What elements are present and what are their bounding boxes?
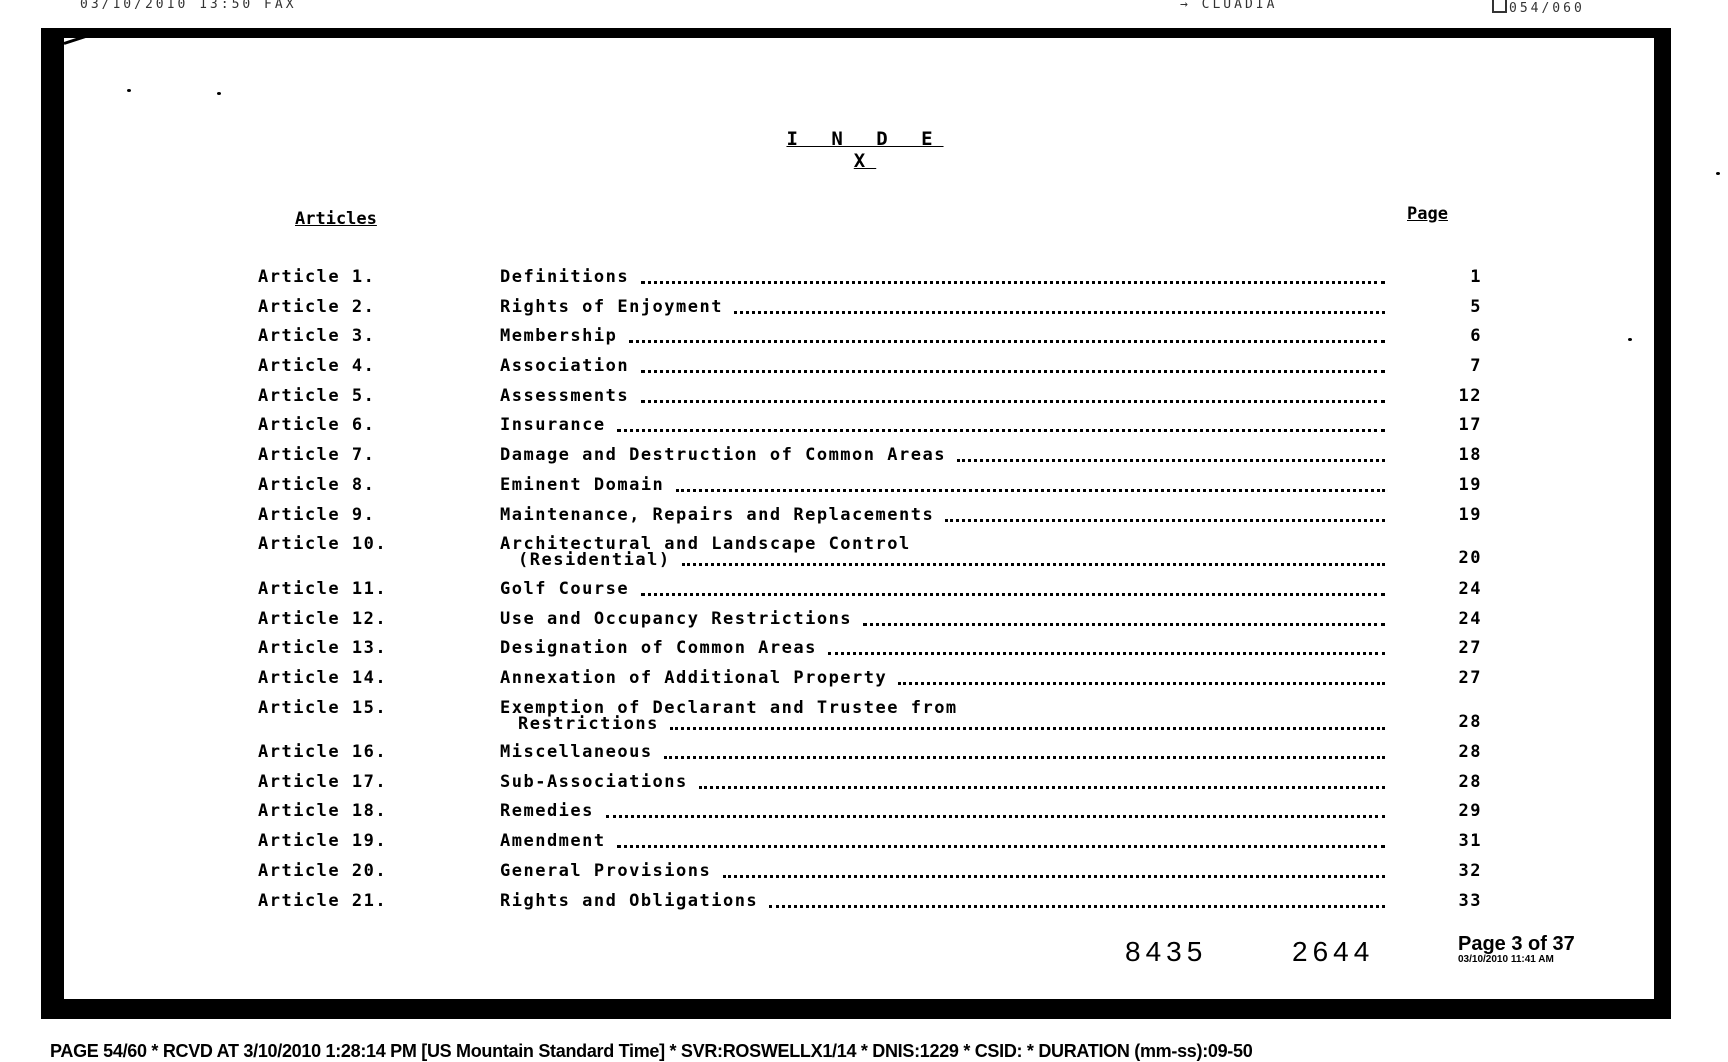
article-number: Article 7. — [258, 445, 376, 465]
article-title: Golf Course — [500, 579, 630, 599]
article-title: Sub-Associations — [500, 772, 688, 792]
index-row — [0, 802, 1728, 832]
article-title: Maintenance, Repairs and Replacements — [500, 505, 935, 525]
index-row — [0, 506, 1728, 536]
dot-leader — [699, 786, 1385, 789]
dot-leader — [664, 756, 1385, 759]
article-page-number: 1 — [1470, 267, 1482, 287]
article-number: Article 9. — [258, 505, 376, 525]
article-number: Article 4. — [258, 356, 376, 376]
article-page-number: 28 — [1458, 742, 1482, 762]
article-page-number: 29 — [1458, 801, 1482, 821]
article-page-number: 28 — [1458, 772, 1482, 792]
article-page-number: 17 — [1458, 415, 1482, 435]
index-row — [0, 387, 1728, 417]
article-title: Amendment — [500, 831, 606, 851]
article-page-number: 12 — [1458, 386, 1482, 406]
dot-leader — [641, 370, 1385, 373]
article-title: Architectural and Landscape Control — [500, 534, 911, 554]
recording-page-number: 2644 — [1292, 936, 1375, 967]
index-row — [0, 327, 1728, 357]
dot-leader — [682, 563, 1385, 566]
article-number: Article 1. — [258, 267, 376, 287]
dot-leader — [606, 815, 1385, 818]
article-title: Membership — [500, 326, 618, 346]
index-row — [0, 416, 1728, 446]
dot-leader — [828, 652, 1385, 655]
article-title: Eminent Domain — [500, 475, 665, 495]
index-row — [0, 892, 1728, 922]
page-of-stamp: Page 3 of 37 — [1458, 933, 1575, 955]
article-title: Damage and Destruction of Common Areas — [500, 445, 946, 465]
article-page-number: 27 — [1458, 638, 1482, 658]
fax-checkbox-icon — [1492, 0, 1507, 13]
index-row — [0, 268, 1728, 298]
article-title: Annexation of Additional Property — [500, 668, 888, 688]
dot-leader — [734, 311, 1385, 314]
fax-datetime: 03/10/2010 13:50 FAX — [80, 0, 297, 12]
article-page-number: 7 — [1470, 356, 1482, 376]
scan-speck — [127, 89, 131, 92]
article-title: Exemption of Declarant and Trustee from — [500, 698, 958, 718]
article-number: Article 21. — [258, 891, 388, 911]
article-title-continued: Restrictions — [518, 714, 659, 734]
article-number: Article 2. — [258, 297, 376, 317]
index-row — [0, 669, 1728, 699]
index-row — [0, 534, 1728, 570]
index-row — [0, 446, 1728, 476]
article-page-number: 6 — [1470, 326, 1482, 346]
index-row — [0, 743, 1728, 773]
article-page-number: 24 — [1458, 609, 1482, 629]
dot-leader — [641, 281, 1385, 284]
index-row — [0, 862, 1728, 892]
fax-recipient: → CLUADIA — [1180, 0, 1278, 12]
article-number: Article 3. — [258, 326, 376, 346]
index-row — [0, 580, 1728, 610]
articles-column-header: Articles — [295, 209, 377, 229]
article-number: Article 6. — [258, 415, 376, 435]
article-number: Article 16. — [258, 742, 388, 762]
article-number: Article 8. — [258, 475, 376, 495]
article-page-number: 19 — [1458, 505, 1482, 525]
dot-leader — [769, 905, 1385, 908]
article-number: Article 18. — [258, 801, 388, 821]
dot-leader — [723, 875, 1385, 878]
article-title: Miscellaneous — [500, 742, 653, 762]
article-page-number: 19 — [1458, 475, 1482, 495]
dot-leader — [617, 429, 1385, 432]
article-number: Article 13. — [258, 638, 388, 658]
page-column-header: Page — [1407, 204, 1448, 224]
article-page-number: 18 — [1458, 445, 1482, 465]
article-title: Association — [500, 356, 630, 376]
index-title: I N D E X — [786, 128, 944, 172]
dot-leader — [957, 459, 1385, 462]
index-row — [0, 357, 1728, 387]
article-number: Article 12. — [258, 609, 388, 629]
dot-leader — [676, 489, 1385, 492]
index-row — [0, 698, 1728, 734]
article-title: Rights and Obligations — [500, 891, 759, 911]
article-page-number: 20 — [1458, 548, 1482, 568]
article-page-number: 31 — [1458, 831, 1482, 851]
dot-leader — [898, 682, 1385, 685]
fax-footer: PAGE 54/60 * RCVD AT 3/10/2010 1:28:14 PM [US Mountain Standard Time] * SVR:ROSWELLX1/14 * DNIS:1229 * CSID: * DURATION (mm-ss):09-50 — [50, 1041, 1253, 1061]
article-page-number: 28 — [1458, 712, 1482, 732]
index-row — [0, 832, 1728, 862]
article-page-number: 24 — [1458, 579, 1482, 599]
dot-leader — [863, 623, 1385, 626]
scan-speck — [1716, 172, 1720, 175]
article-page-number: 33 — [1458, 891, 1482, 911]
article-title: General Provisions — [500, 861, 712, 881]
index-row — [0, 298, 1728, 328]
index-row — [0, 773, 1728, 803]
dot-leader — [945, 519, 1385, 522]
article-title: Designation of Common Areas — [500, 638, 817, 658]
article-title-continued: (Residential) — [518, 550, 671, 570]
article-page-number: 27 — [1458, 668, 1482, 688]
article-title: Definitions — [500, 267, 630, 287]
index-row — [0, 476, 1728, 506]
recording-book-number: 8435 — [1125, 936, 1208, 967]
article-number: Article 19. — [258, 831, 388, 851]
article-page-number: 32 — [1458, 861, 1482, 881]
scan-speck — [217, 92, 221, 95]
index-row — [0, 639, 1728, 669]
article-number: Article 15. — [258, 698, 388, 718]
article-title: Remedies — [500, 801, 594, 821]
article-number: Article 14. — [258, 668, 388, 688]
article-number: Article 20. — [258, 861, 388, 881]
article-number: Article 5. — [258, 386, 376, 406]
article-number: Article 11. — [258, 579, 388, 599]
index-row — [0, 610, 1728, 640]
dot-leader — [670, 727, 1385, 730]
article-number: Article 17. — [258, 772, 388, 792]
fax-header — [0, 0, 1728, 14]
dot-leader — [641, 400, 1385, 403]
article-title: Rights of Enjoyment — [500, 297, 723, 317]
article-title: Use and Occupancy Restrictions — [500, 609, 853, 629]
article-title: Assessments — [500, 386, 630, 406]
article-page-number: 5 — [1470, 297, 1482, 317]
article-title: Insurance — [500, 415, 606, 435]
dot-leader — [641, 593, 1385, 596]
fax-page-counter: 054/060 — [1492, 0, 1585, 16]
page-stamp-timestamp: 03/10/2010 11:41 AM — [1458, 954, 1554, 965]
dot-leader — [617, 845, 1385, 848]
article-number: Article 10. — [258, 534, 388, 554]
dot-leader — [629, 340, 1385, 343]
